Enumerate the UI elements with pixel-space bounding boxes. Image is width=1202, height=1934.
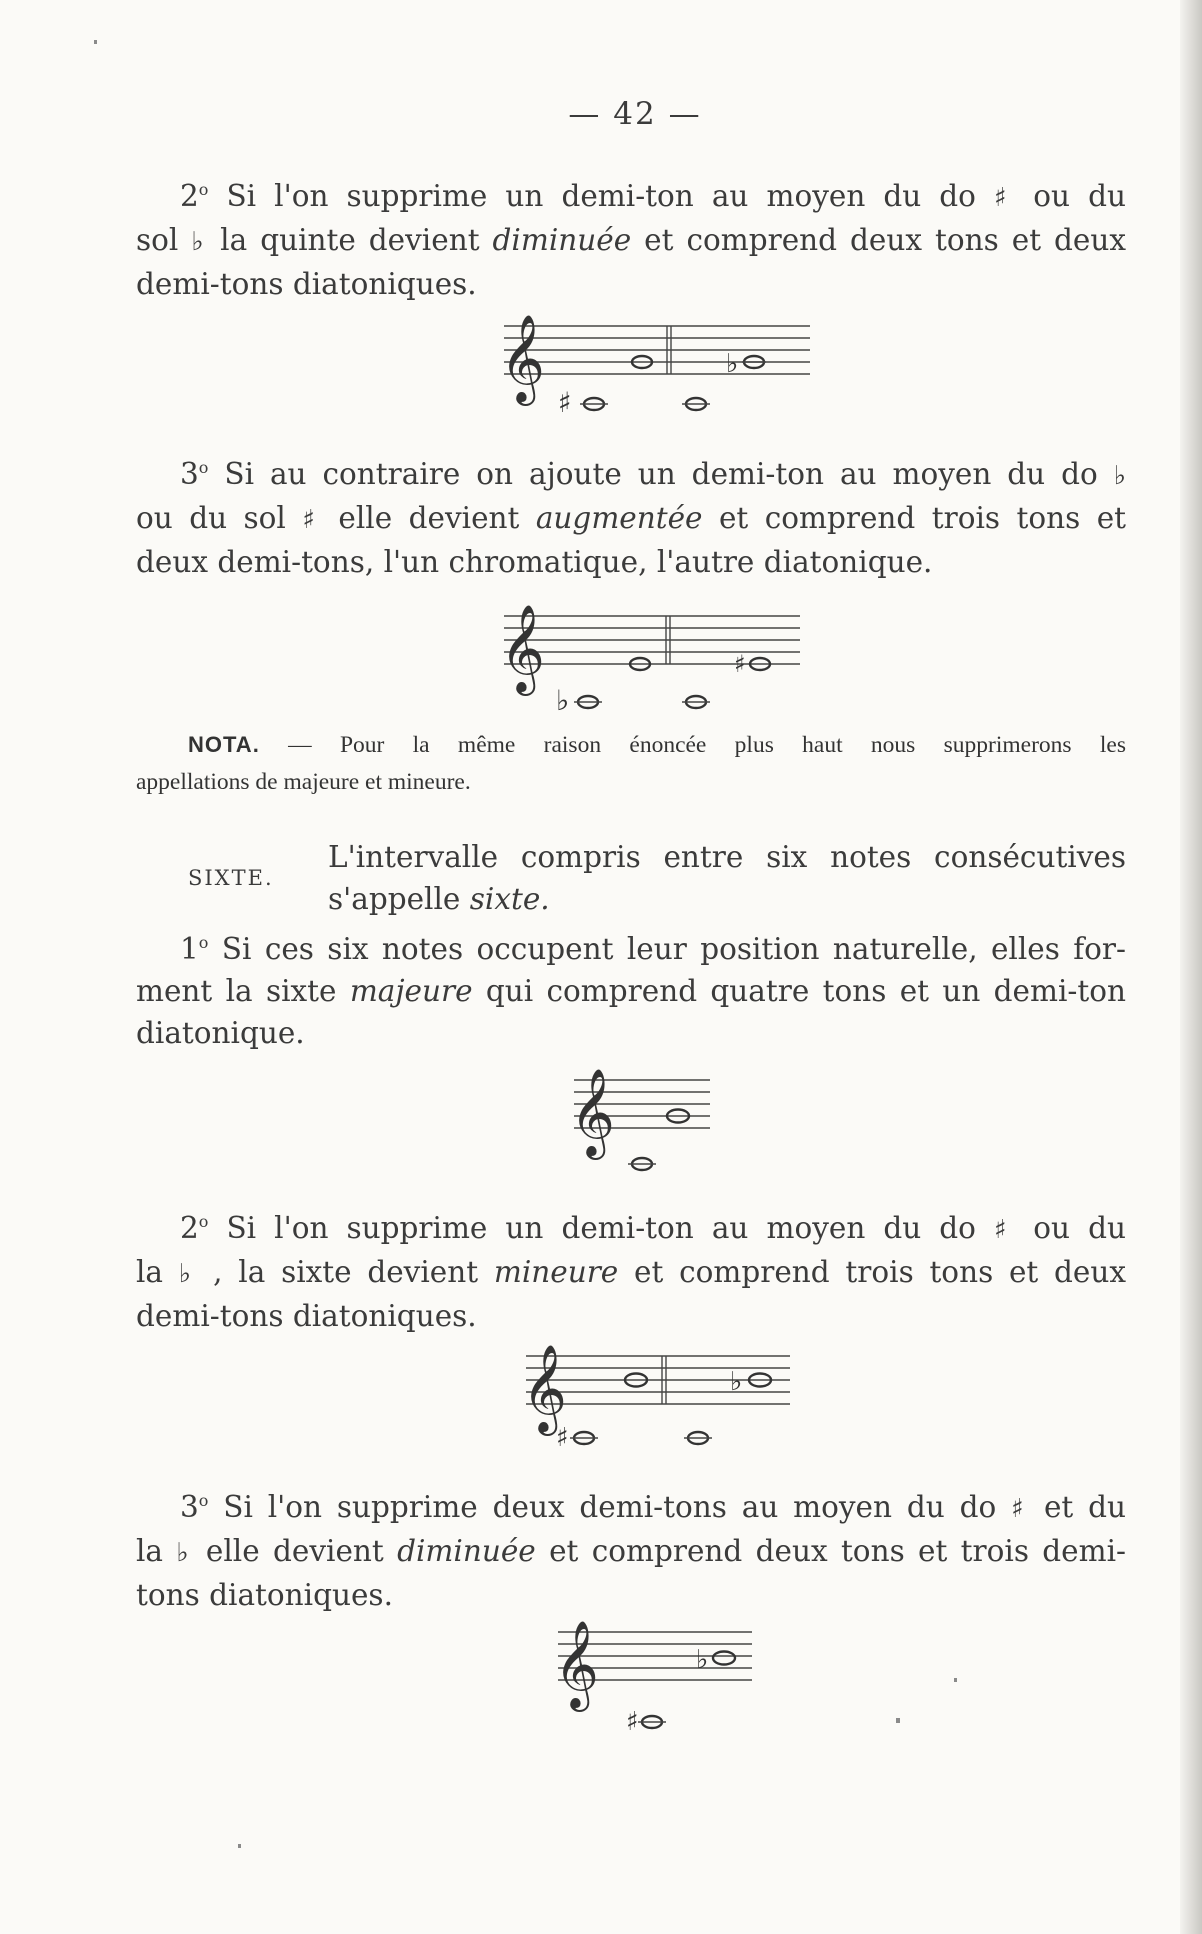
paragraph-quinte-diminuee (136, 169, 1126, 305)
paragraph-sixte-mineure (136, 1201, 1126, 1337)
text-line: sol ♭ la quinte devient diminuée et comprend deux tons et deux (136, 222, 1127, 257)
music-staff-example-2 (490, 600, 820, 730)
print-speck (94, 40, 97, 44)
text-line: la ♭ elle devient diminuée et comprend deux tons et trois demi- (136, 1533, 1127, 1568)
svg-text:♯: ♯ (556, 1423, 569, 1453)
text-line: 1$^o$ Si ces six notes occupent leur position naturelle, elles for- (180, 931, 1126, 966)
staff-svg (544, 1616, 784, 1746)
text-line: 3$^o$ Si l'on supprime deux demi-tons au moyen du do ♯ et du (180, 1489, 1127, 1524)
svg-text:𝄞: 𝄞 (554, 1619, 599, 1708)
sharp-sign: ♯ (994, 1214, 1016, 1245)
text-line: 2$^o$ Si l'on supprime un demi-ton au moyen du do ♯ ou du (180, 1210, 1126, 1245)
nota-line: NOTA. — Pour la même raison énoncée plus haut nous supprimerons les (188, 732, 1126, 758)
text-line: la ♭ , la sixte devient mineure et comprend trois tons et deux (136, 1254, 1126, 1289)
text-line: 2$^o$ Si l'on supprime un demi-ton au moyen du do ♯ ou du (180, 178, 1126, 213)
paragraph-sixte-intro (328, 836, 1126, 920)
sharp-sign: ♯ (302, 504, 322, 535)
music-staff-example-4 (512, 1340, 812, 1470)
text-line: 3$^o$ Si au contraire on ajoute un demi-ton au moyen du do ♭ (180, 456, 1126, 491)
svg-text:♭: ♭ (726, 349, 739, 379)
staff-svg (512, 1340, 812, 1470)
print-speck (238, 1844, 241, 1848)
staff-svg (490, 310, 820, 440)
staff-svg (560, 1064, 760, 1184)
text-line: tons diatoniques. (136, 1577, 393, 1612)
flat-sign: ♭ (1113, 460, 1126, 491)
page-edge-shadow (1180, 0, 1202, 1934)
paragraph-sixte-diminuee (136, 1480, 1126, 1616)
svg-text:𝄞: 𝄞 (500, 603, 545, 692)
flat-sign: ♭ (178, 1258, 198, 1289)
svg-text:𝄞: 𝄞 (522, 1343, 567, 1432)
svg-text:♯: ♯ (734, 650, 746, 678)
svg-text:𝄞: 𝄞 (570, 1067, 615, 1156)
svg-text:♯: ♯ (558, 386, 572, 419)
sharp-sign: ♯ (1011, 1493, 1030, 1524)
section-label-sixte: SIXTE. (188, 866, 274, 890)
text-line: demi-tons diatoniques. (136, 266, 477, 301)
text-line: ment la sixte majeure qui comprend quatre tons et un demi-ton (136, 973, 1126, 1008)
text-line: deux demi-tons, l'un chromatique, l'autre diatonique. (136, 544, 933, 579)
text-line: s'appelle sixte. (328, 882, 550, 916)
print-speck (896, 1718, 900, 1723)
page-number: — 42 — (568, 96, 702, 132)
music-staff-example-5 (544, 1616, 784, 1746)
text-line: ou du sol ♯ elle devient augmentée et comprend trois tons et (136, 500, 1127, 535)
text-line: diatonique. (136, 1015, 305, 1050)
svg-text:♭: ♭ (696, 1645, 709, 1675)
print-speck (954, 1678, 957, 1682)
nota-line: appellations de majeure et mineure. (136, 769, 471, 795)
flat-sign: ♭ (176, 1537, 193, 1568)
sharp-sign: ♯ (994, 182, 1016, 213)
svg-text:𝄞: 𝄞 (500, 313, 545, 402)
svg-text:♭: ♭ (730, 1367, 743, 1397)
music-staff-example-3 (560, 1064, 760, 1184)
music-staff-example-1 (490, 310, 820, 440)
text-line: L'intervalle compris entre six notes consécutives (328, 840, 1126, 874)
svg-text:♯: ♯ (626, 1707, 639, 1737)
staff-svg (490, 600, 820, 730)
svg-text:♭: ♭ (556, 684, 570, 717)
text-line: demi-tons diatoniques. (136, 1298, 477, 1333)
paragraph-quinte-augmentee (136, 447, 1126, 583)
flat-sign: ♭ (191, 226, 208, 257)
nota-block (136, 726, 1126, 801)
nota-label: NOTA. (188, 732, 260, 757)
paragraph-sixte-majeure (136, 922, 1126, 1054)
